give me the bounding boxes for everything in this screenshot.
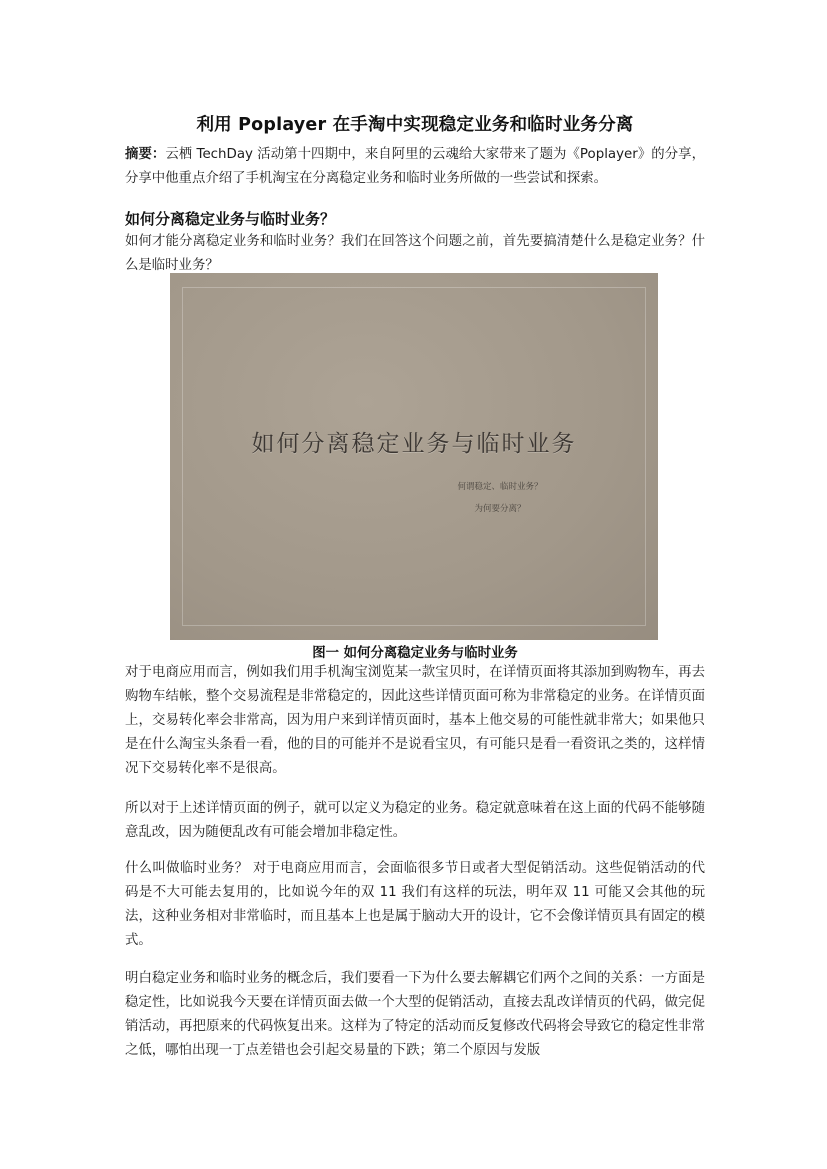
abstract-label: 摘要： bbox=[125, 147, 166, 162]
slide-subtitle-2: 为何要分离？ bbox=[474, 504, 526, 514]
slide-image bbox=[170, 273, 658, 640]
paragraph-1: 对于电商应用而言，例如我们用手机淘宝浏览某一款宝贝时，在详情页面将其添加到购物车，再去购物车结帐，整个交易流程是非常稳定的，因此这些详情页面可称为非常稳定的业务。在详情页面上，交易转化率会非常高，因为用户来到详情页面时，基本上他交易的可能性就非常大；如果他只是在什么淘宝头条看一看，他的目的可能并不是说看宝贝，有可能只是看一看资讯之类的，这样情况下交易转化率不是很高。 bbox=[125, 665, 705, 776]
intro-paragraph: 如何才能分离稳定业务和临时业务？我们在回答这个问题之前，首先要搞清楚什么是稳定业务？什么是临时业务？ bbox=[125, 234, 705, 273]
document-title: 利用 Poplayer 在手淘中实现稳定业务和临时业务分离 bbox=[196, 115, 634, 135]
abstract-text: 云栖 TechDay 活动第十四期中，来自阿里的云魂给大家带来了题为《Poplayer》的分享，分享中他重点介绍了手机淘宝在分离稳定业务和临时业务所做的一些尝试和探索。 bbox=[125, 147, 706, 186]
figure-caption: 图一 如何分离稳定业务与临时业务 bbox=[312, 646, 518, 661]
paragraph-4: 明白稳定业务和临时业务的概念后，我们要看一下为什么要去解耦它们两个之间的关系：一方面是稳定性，比如说我今天要在详情页面去做一个大型的促销活动，直接去乱改详情页的代码，做完促销活动，再把原来的代码恢复出来。这样为了特定的活动而反复修改代码将会导致它的稳定性非常之低，哪怕出现一丁点差错也会引起交易量的下跌；第二个原因与发版 bbox=[125, 971, 705, 1058]
section-heading: 如何分离稳定业务与临时业务？ bbox=[125, 210, 336, 228]
slide-title: 如何分离稳定业务与临时业务 bbox=[251, 431, 577, 457]
paragraph-2: 所以对于上述详情页面的例子，就可以定义为稳定的业务。稳定就意味着在这上面的代码不能够随意乱改，因为随便乱改有可能会增加非稳定性。 bbox=[125, 801, 705, 840]
slide-subtitle-1: 何谓稳定、临时业务？ bbox=[457, 482, 543, 492]
abstract bbox=[125, 143, 705, 191]
paragraph-3: 什么叫做临时业务？ 对于电商应用而言，会面临很多节日或者大型促销活动。这些促销活动的代码是不大可能去复用的，比如说今年的双 11 我们有这样的玩法，明年双 11 可能又会其他的玩法，这种业务相对非常临时，而且基本上也是属于脑动大开的设计，它不会像详情页具有固定的模式。 bbox=[125, 861, 705, 948]
